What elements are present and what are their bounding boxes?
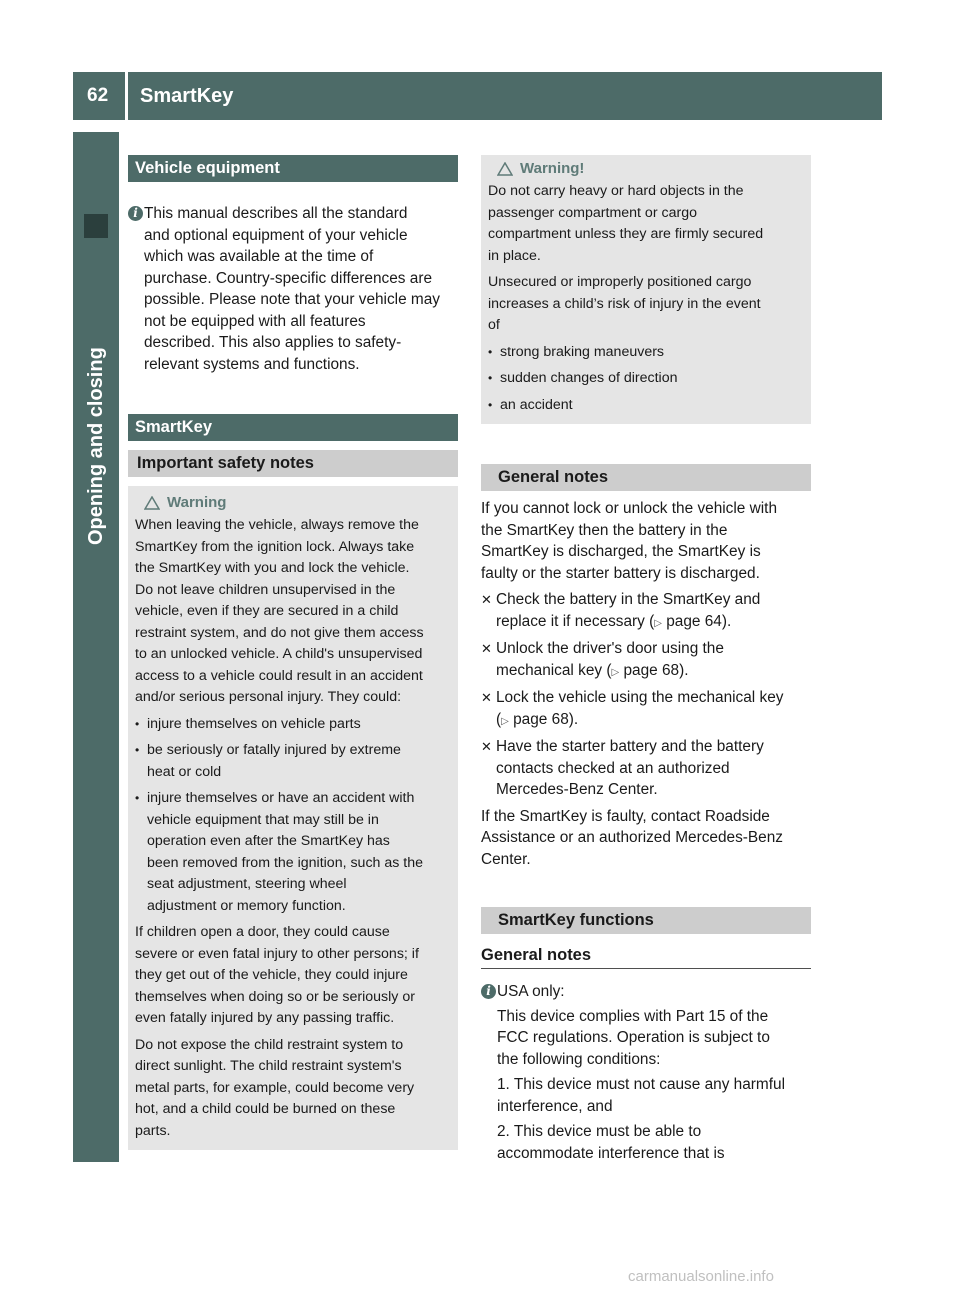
- warning-triangle-icon: [497, 162, 513, 176]
- text-line: severe or even fatal injury to other persons; if: [135, 945, 419, 962]
- warning-triangle-icon: [144, 496, 160, 510]
- text-line: vehicle equipment that may still be in: [147, 811, 379, 828]
- bullet-item: • strong braking maneuvers: [488, 342, 804, 364]
- bullet-item: [135, 740, 451, 783]
- right-column: [481, 155, 811, 1164]
- text-line: FCC regulations. Operation is subject to: [497, 1029, 770, 1046]
- general-notes-intro: [481, 498, 811, 584]
- text-line: adjustment or memory function.: [147, 897, 346, 914]
- safety-notes-heading: Important safety notes: [128, 450, 458, 477]
- text-line: SmartKey from the ignition lock. Always take: [135, 538, 415, 555]
- text-line: operation even after the SmartKey has: [147, 833, 390, 849]
- warning-para: [135, 922, 451, 1030]
- page-ref-arrow-icon: ▷: [611, 666, 620, 678]
- bullet-item: • sudden changes of direction: [488, 368, 804, 390]
- section-sidebar: [73, 132, 119, 1162]
- text-line: restraint system, and do not give them access: [135, 624, 424, 641]
- text-line: If the SmartKey is faulty, contact Roadside: [481, 807, 770, 825]
- text-line: 1. This device must not cause any harmful: [497, 1076, 786, 1093]
- text-line: Lock the vehicle using the mechanical key: [496, 689, 784, 706]
- text-line: and optional equipment of your vehicle: [144, 226, 408, 244]
- info-icon: i: [128, 206, 143, 221]
- text-line: Center.: [481, 850, 531, 868]
- text-line: When leaving the vehicle, always remove the: [135, 517, 419, 533]
- step-arrow-icon: ✕: [481, 739, 492, 754]
- text-line: increases a child’s risk of injury in the event: [488, 295, 761, 312]
- text-line: metal parts, for example, could become very: [135, 1079, 415, 1096]
- section-label-wrap: [84, 347, 108, 569]
- text-line: the SmartKey with you and lock the vehicle.: [135, 560, 410, 576]
- text-line: SmartKey is discharged, the SmartKey is: [481, 543, 761, 560]
- text-line: injure themselves on vehicle parts: [147, 715, 361, 732]
- text-line: If children open a door, they could cause: [135, 924, 390, 940]
- text-line: interference, and: [497, 1097, 613, 1115]
- text-line: they get out of the vehicle, they could injure: [135, 967, 408, 983]
- text-line: Do not leave children unsupervised in the: [135, 581, 396, 598]
- text-line: even fatally injured by any passing traffic.: [135, 1010, 395, 1026]
- text-line: purchase. Country-specific differences are: [144, 269, 433, 287]
- warning-para: [135, 1035, 451, 1143]
- instruction-step: [481, 687, 811, 732]
- text-line: [496, 611, 811, 635]
- usa-info: [481, 981, 811, 1164]
- page-ref-arrow-icon: ▷: [501, 715, 509, 727]
- text-line: described. This also applies to safety-: [144, 334, 402, 351]
- smartkey-heading: SmartKey: [128, 414, 458, 441]
- warning-box: [128, 486, 458, 1150]
- left-column: [128, 155, 458, 1150]
- bullet-item: • an accident: [488, 395, 804, 417]
- page-number: 62: [87, 85, 109, 106]
- text-line: been removed from the ignition, such as the: [147, 854, 424, 871]
- text-line: and/or serious personal injury. They could:: [135, 689, 402, 705]
- text-line: Check the battery in the SmartKey and: [496, 591, 761, 608]
- page-title: SmartKey: [140, 85, 234, 107]
- bullet-item: [135, 788, 451, 917]
- cargo-warning-box: [481, 155, 811, 424]
- text-line: [496, 660, 811, 684]
- section-label: Opening and closing: [85, 347, 107, 545]
- text-line: contacts checked at an authorized: [496, 759, 730, 777]
- general-notes-subheading: General notes: [481, 944, 811, 969]
- page-reference-link[interactable]: page 64).: [666, 612, 732, 630]
- text-line: seat adjustment, steering wheel: [147, 876, 347, 892]
- text-line: Assistance or an authorized Mercedes-Benz: [481, 829, 783, 846]
- smartkey-functions-heading: SmartKey functions: [481, 907, 811, 934]
- step-arrow-icon: ✕: [481, 690, 492, 705]
- text-line: passenger compartment or cargo: [488, 204, 697, 221]
- text-line: Unsecured or improperly positioned cargo: [488, 274, 752, 290]
- instruction-step: [481, 736, 811, 801]
- text-line: be seriously or fatally injured by extreme: [147, 742, 401, 758]
- text-line: [496, 709, 811, 733]
- text-line: the following conditions:: [497, 1050, 661, 1068]
- warning-para: [488, 181, 804, 267]
- text-line: Unlock the driver's door using the: [496, 640, 724, 657]
- text-line: heat or cold: [147, 763, 222, 780]
- text-line: 2. This device must be able to: [497, 1123, 702, 1140]
- text-line: injure themselves or have an accident with: [147, 790, 415, 806]
- step-arrow-icon: ✕: [481, 641, 492, 656]
- bullet-item: [135, 714, 451, 736]
- text-line: Mercedes-Benz Center.: [496, 781, 658, 798]
- text-line: possible. Please note that your vehicle may: [144, 291, 441, 308]
- text-line: vehicle, even if they are secured in a child: [135, 603, 399, 619]
- text-line: This device complies with Part 15 of the: [497, 1007, 769, 1025]
- text-line: to an unlocked vehicle. A child's unsupervised: [135, 646, 423, 662]
- text-line: direct sunlight. The child restraint system's: [135, 1058, 402, 1074]
- text-line: This manual describes all the standard: [144, 205, 408, 222]
- text-line: parts.: [135, 1122, 171, 1139]
- page-reference-link[interactable]: page 68).: [513, 710, 579, 728]
- warning-para: [488, 272, 804, 337]
- vehicle-equipment-info: [128, 203, 458, 375]
- text-fragment: replace it if necessary (: [496, 612, 655, 630]
- instruction-step: [481, 638, 811, 683]
- warning-para: [135, 515, 451, 709]
- text-line: compartment unless they are firmly secured: [488, 226, 764, 242]
- warning-title-text: Warning: [167, 494, 227, 511]
- vehicle-equipment-heading: Vehicle equipment: [128, 155, 458, 182]
- page-header: [73, 72, 882, 120]
- text-line: faulty or the starter battery is discharged.: [481, 564, 760, 582]
- general-notes-heading: General notes: [481, 464, 811, 491]
- warning-title: [135, 491, 451, 515]
- section-marker: [84, 214, 108, 238]
- text-line: USA only:: [497, 983, 565, 1000]
- text-line: Have the starter battery and the battery: [496, 738, 764, 755]
- watermark: carmanualsonline.info: [628, 1268, 774, 1285]
- text-line: in place.: [488, 247, 541, 264]
- instruction-step: [481, 589, 811, 634]
- text-line: accommodate interference that is: [497, 1144, 725, 1162]
- text-line: not be equipped with all features: [144, 312, 366, 330]
- text-line: the SmartKey then the battery in the: [481, 521, 728, 539]
- text-fragment: mechanical key (: [496, 661, 612, 679]
- text-line: If you cannot lock or unlock the vehicle with: [481, 500, 777, 517]
- warning-title-text: Warning!: [520, 160, 585, 177]
- page-reference-link[interactable]: page 68).: [623, 661, 689, 679]
- text-line: of: [488, 317, 500, 333]
- general-notes-outro: [481, 806, 811, 871]
- page-ref-arrow-icon: ▷: [654, 617, 662, 629]
- text-line: Do not expose the child restraint system to: [135, 1036, 404, 1053]
- text-line: Do not carry heavy or hard objects in the: [488, 183, 744, 199]
- text-line: which was available at the time of: [144, 248, 374, 265]
- info-icon: i: [481, 984, 496, 999]
- header-divider: [125, 72, 128, 120]
- text-line: access to a vehicle could result in an accident: [135, 667, 423, 684]
- text-line: relevant systems and functions.: [144, 355, 360, 373]
- step-arrow-icon: ✕: [481, 592, 492, 607]
- warning-title: [488, 157, 804, 181]
- text-line: themselves when doing so or be seriously or: [135, 988, 415, 1005]
- text-line: hot, and a child could be burned on these: [135, 1101, 396, 1117]
- text-fragment: (: [496, 710, 502, 728]
